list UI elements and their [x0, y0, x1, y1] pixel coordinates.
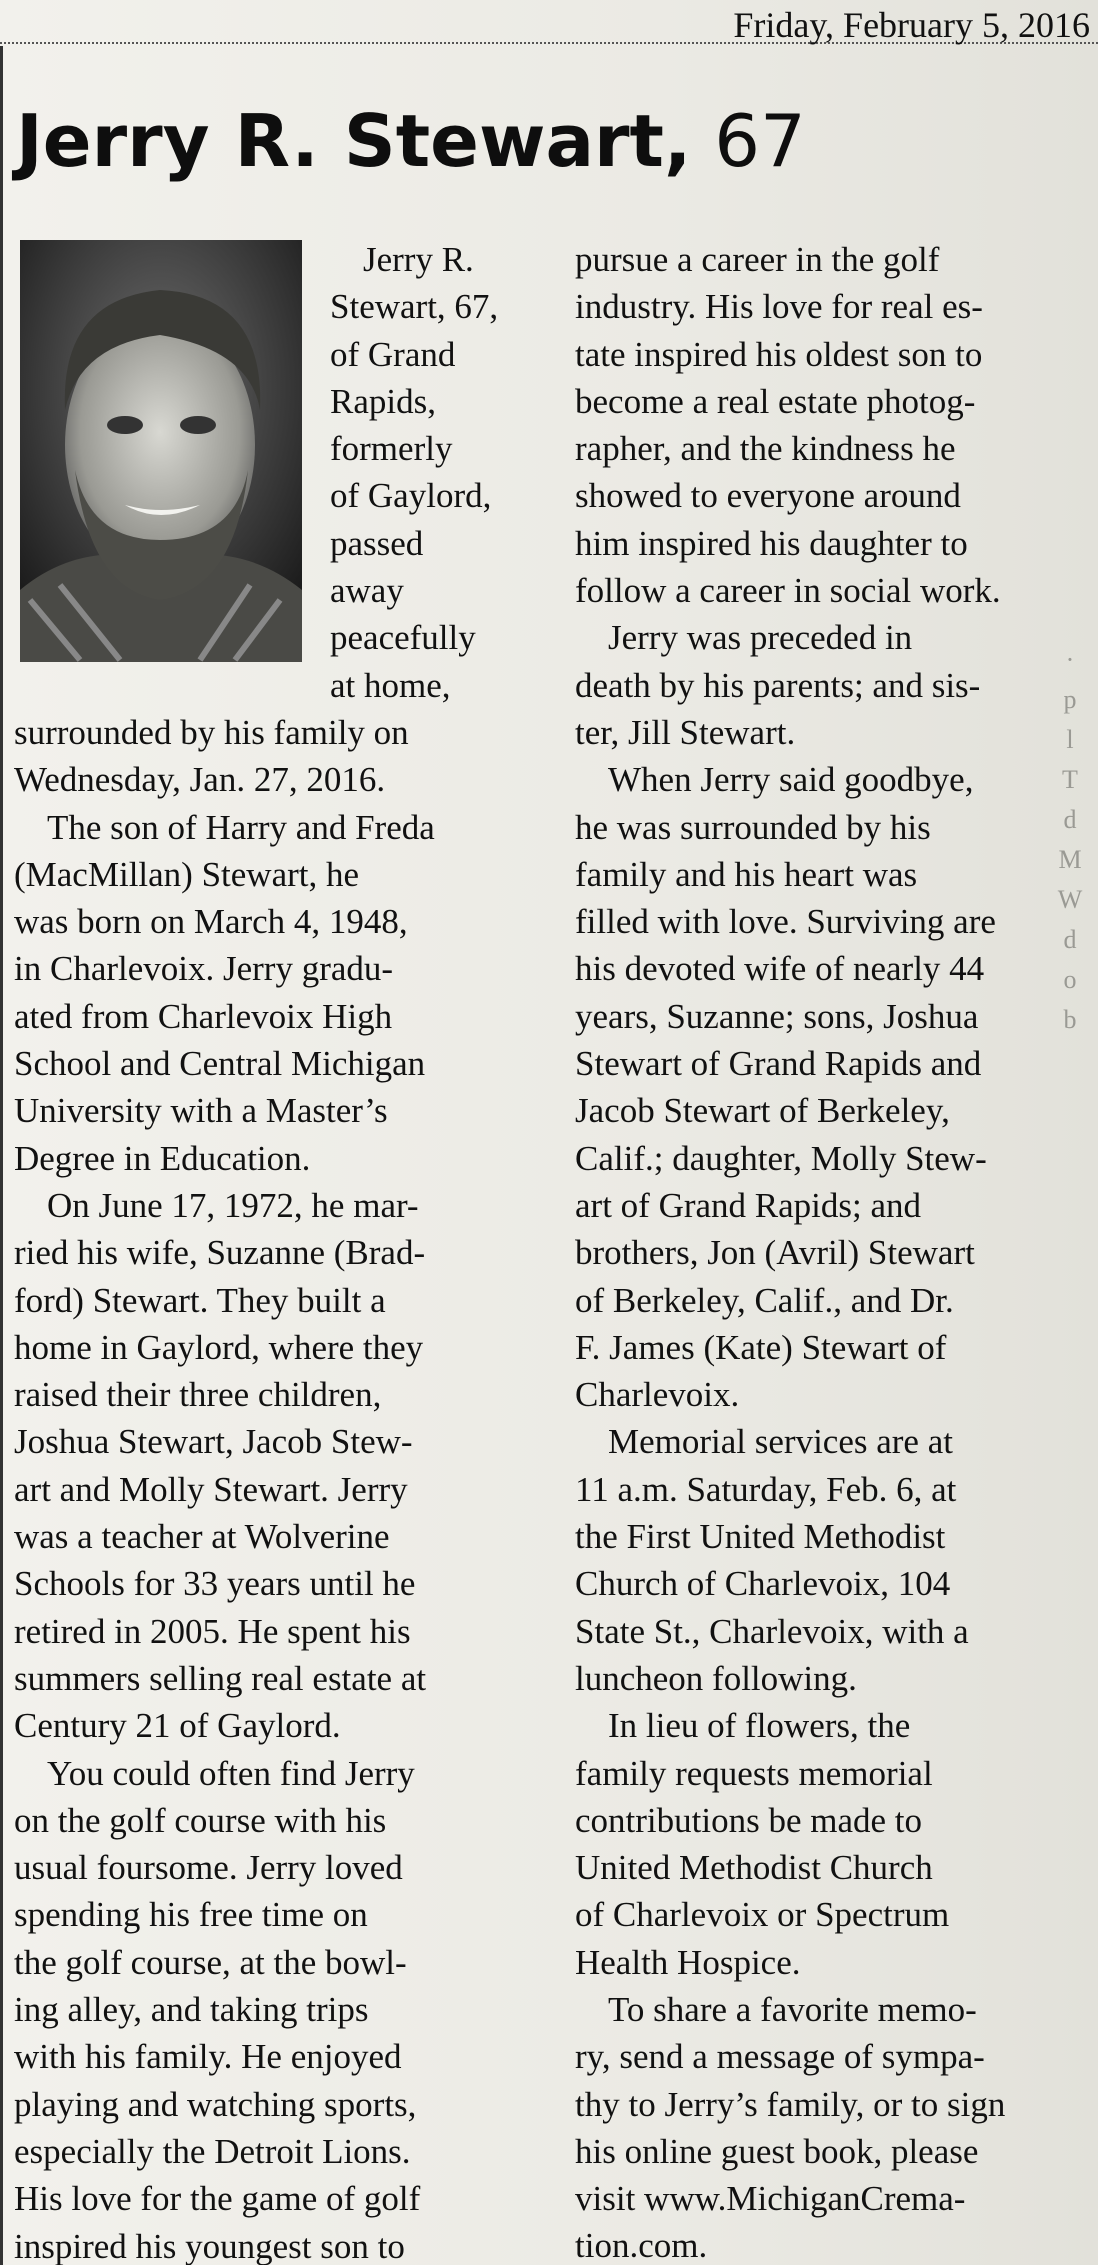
- text-line: Schools for 33 years until he: [14, 1564, 416, 1604]
- text-line: especially the Detroit Lions.: [14, 2131, 411, 2171]
- headline-name: Jerry R. Stewart,: [16, 99, 692, 183]
- text-line: ford) Stewart. They built a: [14, 1280, 386, 1320]
- portrait-icon: [20, 240, 302, 662]
- text-line: away: [330, 571, 404, 611]
- text-line: on the golf course with his: [14, 1800, 387, 1840]
- text-line: Church of Charlevoix, 104: [575, 1564, 951, 1604]
- text-line: Health Hospice.: [575, 1942, 801, 1982]
- text-line: ated from Charlevoix High: [14, 996, 393, 1036]
- text-line: The son of Harry and Freda: [47, 807, 435, 847]
- text-line: 11 a.m. Saturday, Feb. 6, at: [575, 1469, 957, 1509]
- text-line: Jacob Stewart of Berkeley,: [575, 1091, 950, 1131]
- text-line: was born on March 4, 1948,: [14, 902, 408, 942]
- text-line: (MacMillan) Stewart, he: [14, 854, 360, 894]
- text-line: Charlevoix.: [575, 1375, 740, 1415]
- obituary-headline: [16, 99, 806, 183]
- text-line: rapher, and the kindness he: [575, 429, 956, 469]
- text-line: at home,: [330, 665, 451, 705]
- text-line: with his family. He enjoyed: [14, 2037, 402, 2077]
- text-line: surrounded by his family on: [14, 713, 409, 752]
- bleed-through-marks: · p l T d M W d o b: [1057, 645, 1083, 1034]
- text-line: When Jerry said goodbye,: [608, 760, 974, 800]
- text-line: family requests memorial: [575, 1753, 933, 1793]
- text-line: United Methodist Church: [575, 1848, 933, 1888]
- text-line: brothers, Jon (Avril) Stewart: [575, 1233, 975, 1273]
- text-line: him inspired his daughter to: [575, 523, 968, 563]
- text-line: playing and watching sports,: [14, 2084, 417, 2124]
- text-line: of Gaylord,: [330, 476, 492, 516]
- text-line: Memorial services are at: [608, 1422, 953, 1462]
- text-line: Calif.; daughter, Molly Stew-: [575, 1138, 987, 1178]
- text-line: showed to everyone around: [575, 476, 961, 516]
- text-line: filled with love. Surviving are: [575, 902, 996, 942]
- text-line: luncheon following.: [575, 1658, 857, 1698]
- text-line: inspired his youngest son to: [14, 2226, 405, 2265]
- text-line: ry, send a message of sympa-: [575, 2037, 985, 2077]
- text-line: in Charlevoix. Jerry gradu-: [14, 949, 394, 989]
- column-left: [14, 709, 554, 2265]
- text-line: his online guest book, please: [575, 2131, 979, 2171]
- text-line: Jerry was preceded in: [608, 618, 913, 658]
- text-line: art and Molly Stewart. Jerry: [14, 1469, 408, 1509]
- text-line: University with a Master’s: [14, 1091, 388, 1131]
- text-line: retired in 2005. He spent his: [14, 1611, 411, 1651]
- text-line: formerly: [330, 429, 453, 469]
- text-line: School and Central Michigan: [14, 1044, 426, 1084]
- text-line: he was surrounded by his: [575, 807, 931, 847]
- text-line: ter, Jill Stewart.: [575, 712, 796, 752]
- text-line: summers selling real estate at: [14, 1658, 427, 1698]
- text-line: passed: [330, 523, 424, 563]
- left-border: [0, 46, 3, 2265]
- text-line: raised their three children,: [14, 1375, 382, 1415]
- headline-age: 67: [714, 99, 806, 183]
- text-line: Rapids,: [330, 381, 436, 421]
- text-line: You could often find Jerry: [47, 1753, 415, 1793]
- wrap-text: [330, 236, 570, 709]
- text-line: peacefully: [330, 618, 476, 658]
- text-line: To share a favorite memo-: [608, 1989, 977, 2029]
- text-line: State St., Charlevoix, with a: [575, 1611, 969, 1651]
- text-line: was a teacher at Wolverine: [14, 1517, 390, 1557]
- text-line: of Grand: [330, 334, 456, 374]
- text-line: Century 21 of Gaylord.: [14, 1706, 341, 1746]
- text-line: the golf course, at the bowl-: [14, 1942, 407, 1982]
- text-line: follow a career in social work.: [575, 571, 1001, 611]
- text-line: ing alley, and taking trips: [14, 1990, 369, 2030]
- text-line: pursue a career in the golf: [575, 240, 940, 279]
- text-line: F. James (Kate) Stewart of: [575, 1327, 947, 1367]
- text-line: the First United Methodist: [575, 1517, 946, 1557]
- text-line: thy to Jerry’s family, or to sign: [575, 2084, 1006, 2124]
- text-line: his devoted wife of nearly 44: [575, 949, 985, 989]
- issue-date: Friday, February 5, 2016: [733, 5, 1090, 45]
- text-line: ried his wife, Suzanne (Brad-: [14, 1233, 426, 1273]
- text-line: Stewart of Grand Rapids and: [575, 1044, 982, 1084]
- text-line: years, Suzanne; sons, Joshua: [575, 996, 979, 1036]
- text-line: Stewart, 67,: [330, 287, 499, 327]
- text-line: His love for the game of golf: [14, 2179, 421, 2219]
- portrait-photo: [20, 240, 302, 662]
- text-line: home in Gaylord, where they: [14, 1327, 424, 1367]
- text-line: Degree in Education.: [14, 1138, 311, 1178]
- text-line: of Berkeley, Calif., and Dr.: [575, 1280, 954, 1320]
- text-line: tion.com.: [575, 2226, 708, 2265]
- text-line: spending his free time on: [14, 1895, 368, 1935]
- text-line: art of Grand Rapids; and: [575, 1185, 922, 1225]
- text-line: usual foursome. Jerry loved: [14, 1848, 403, 1888]
- text-line: death by his parents; and sis-: [575, 665, 981, 705]
- text-line: contributions be made to: [575, 1800, 923, 1840]
- text-line: visit www.MichiganCrema-: [575, 2179, 966, 2219]
- text-line: tate inspired his oldest son to: [575, 334, 983, 374]
- text-line: Jerry R.: [363, 240, 474, 279]
- column-right: [575, 236, 1085, 2265]
- text-line: industry. His love for real es-: [575, 287, 983, 327]
- text-line: Wednesday, Jan. 27, 2016.: [14, 760, 386, 800]
- text-line: become a real estate photog-: [575, 381, 976, 421]
- text-line: On June 17, 1972, he mar-: [47, 1185, 419, 1225]
- text-line: family and his heart was: [575, 854, 918, 894]
- text-line: In lieu of flowers, the: [608, 1706, 911, 1746]
- text-line: Joshua Stewart, Jacob Stew-: [14, 1422, 413, 1462]
- text-line: of Charlevoix or Spectrum: [575, 1895, 950, 1935]
